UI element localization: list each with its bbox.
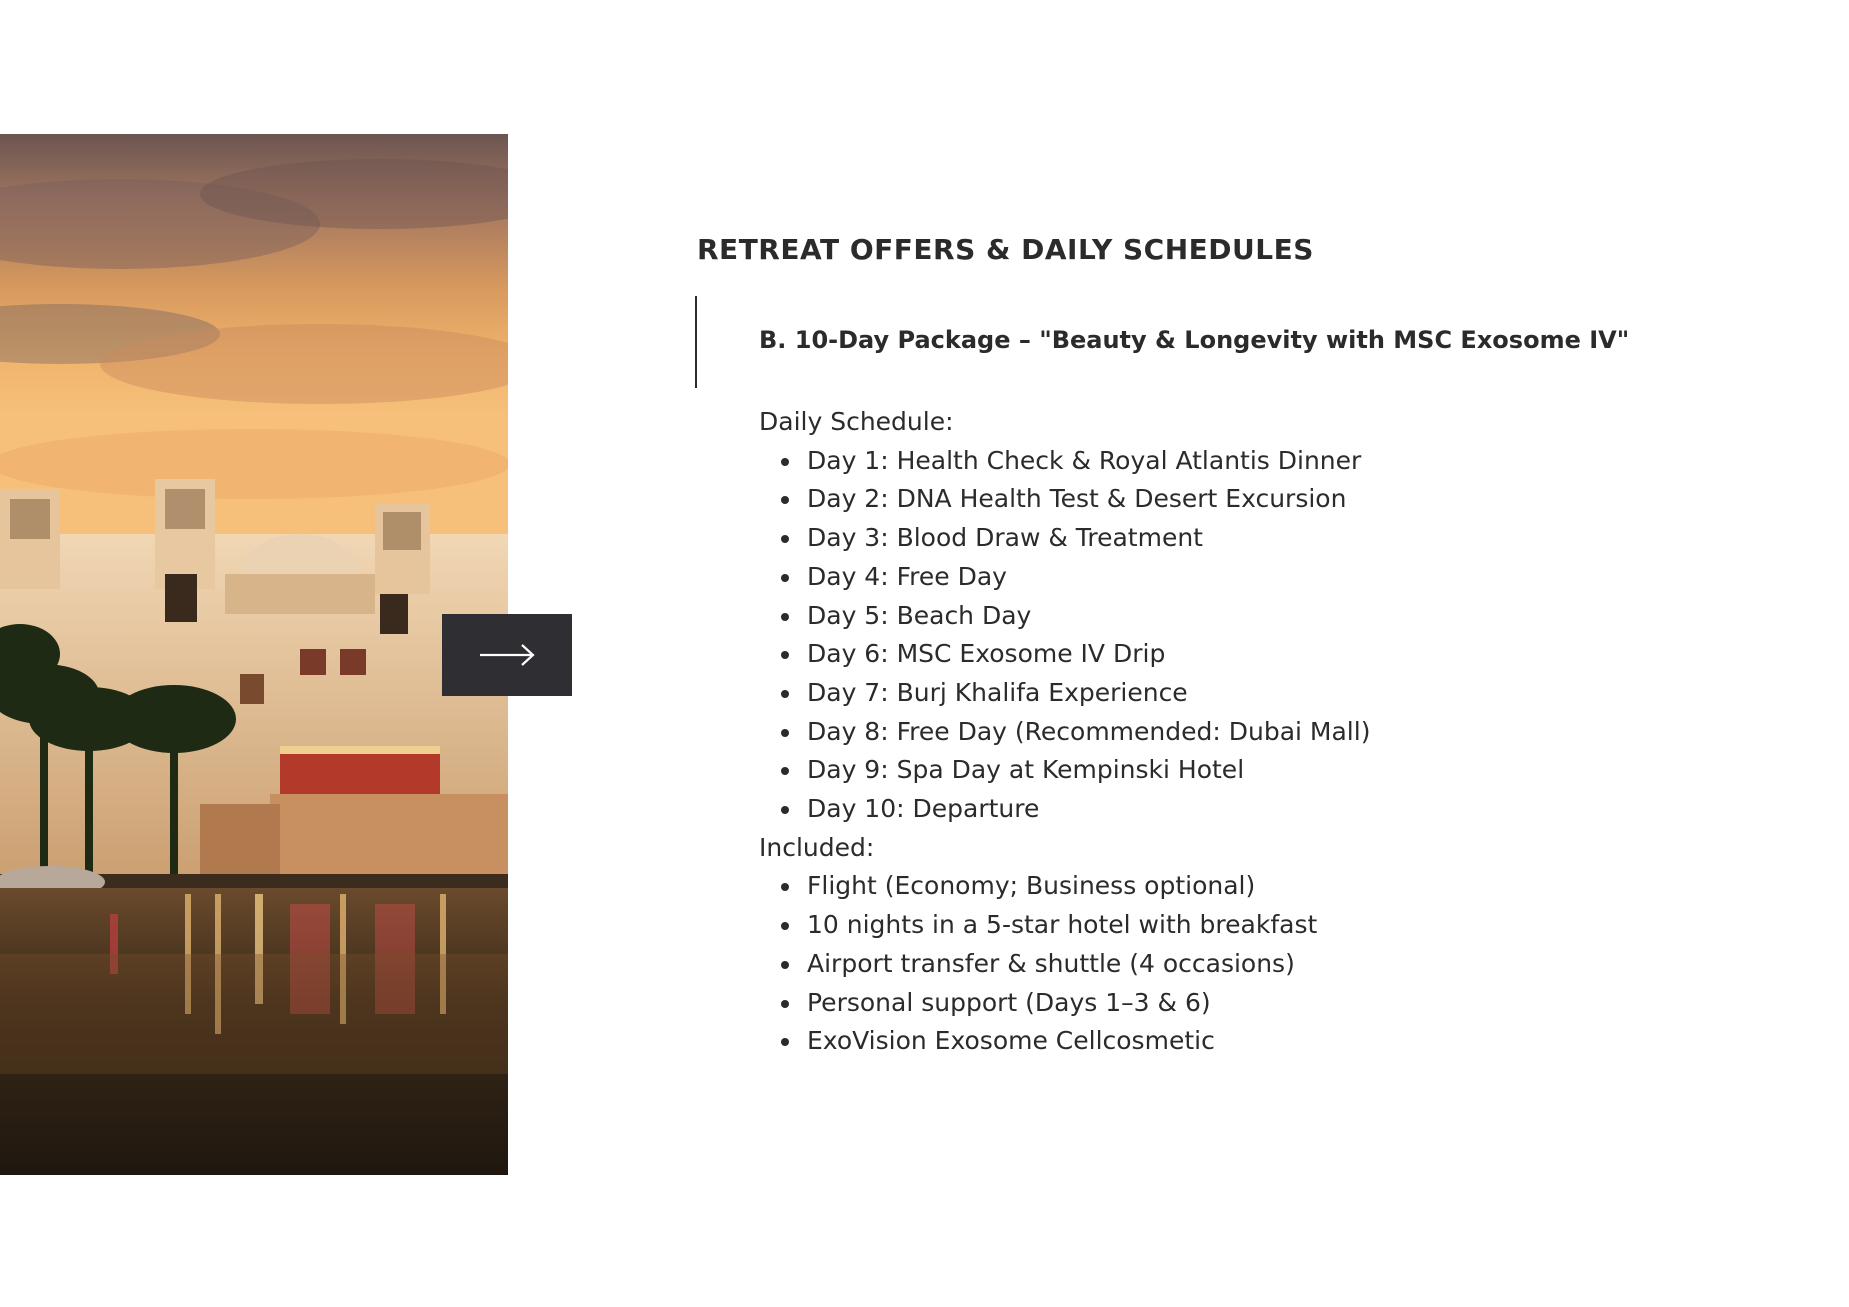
schedule-item-day-3: Day 3: Blood Draw & Treatment (759, 519, 1759, 558)
daily-schedule-label: Daily Schedule: (759, 407, 954, 436)
hero-photo (0, 134, 508, 1175)
package-details (759, 403, 1759, 1061)
schedule-item-day-1: Day 1: Health Check & Royal Atlantis Dinner (759, 442, 1759, 481)
schedule-item-day-9: Day 9: Spa Day at Kempinski Hotel (759, 751, 1759, 790)
schedule-item-day-7: Day 7: Burj Khalifa Experience (759, 674, 1759, 713)
next-arrow-button[interactable] (442, 614, 572, 696)
included-item: ExoVision Exosome Cellcosmetic (759, 1022, 1759, 1061)
arrow-right-icon (478, 643, 536, 667)
included-list (759, 867, 1759, 1061)
included-item: Personal support (Days 1–3 & 6) (759, 984, 1759, 1023)
included-item: Airport transfer & shuttle (4 occasions) (759, 945, 1759, 984)
vertical-divider (695, 296, 697, 388)
package-title: B. 10-Day Package – "Beauty & Longevity with MSC Exosome IV" (759, 326, 1630, 354)
page-heading: RETREAT OFFERS & DAILY SCHEDULES (697, 233, 1314, 266)
included-item: 10 nights in a 5-star hotel with breakfast (759, 906, 1759, 945)
schedule-item-day-2: Day 2: DNA Health Test & Desert Excursion (759, 480, 1759, 519)
schedule-item-day-5: Day 5: Beach Day (759, 597, 1759, 636)
schedule-item-day-8: Day 8: Free Day (Recommended: Dubai Mall) (759, 713, 1759, 752)
included-label: Included: (759, 832, 875, 862)
schedule-item-day-10: Day 10: Departure (759, 790, 1759, 829)
schedule-item-day-4: Day 4: Free Day (759, 558, 1759, 597)
daily-schedule-list (759, 442, 1759, 829)
included-item: Flight (Economy; Business optional) (759, 867, 1759, 906)
palace-illustration (0, 134, 508, 1175)
schedule-item-day-6: Day 6: MSC Exosome IV Drip (759, 635, 1759, 674)
